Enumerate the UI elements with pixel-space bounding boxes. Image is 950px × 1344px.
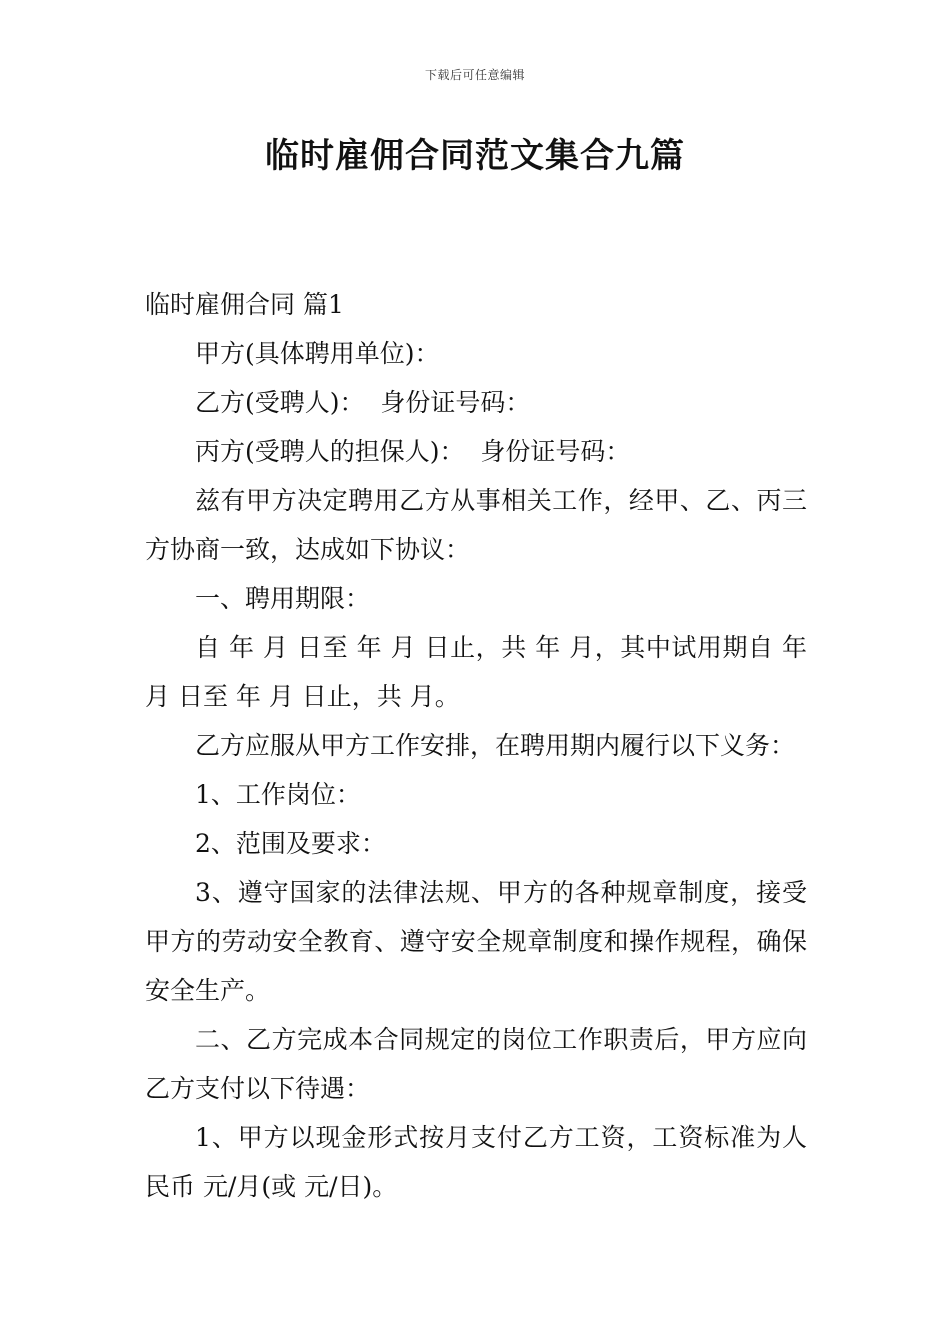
paragraph-party-b: 乙方(受聘人)： 身份证号码：	[195, 388, 531, 417]
section-heading: 临时雇佣合同 篇1	[145, 290, 344, 319]
document-title: 临时雇佣合同范文集合九篇	[265, 136, 685, 176]
paragraph-scope: 2、范围及要求：	[195, 829, 386, 858]
paragraph-term-heading: 一、聘用期限：	[195, 584, 371, 613]
paragraph-party-a: 甲方(具体聘用单位)：	[195, 339, 440, 368]
paragraph-party-c: 丙方(受聘人的担保人)： 身份证号码：	[195, 437, 631, 466]
paragraph-compliance: 3、遵守国家的法律法规、甲方的各种规章制度，接受甲方的劳动安全教育、遵守安全规章制度和操作规程，确保安全生产。	[145, 878, 807, 1005]
paragraph-compensation-intro: 二、乙方完成本合同规定的岗位工作职责后，甲方应向乙方支付以下待遇：	[145, 1025, 807, 1103]
paragraph-salary: 1、甲方以现金形式按月支付乙方工资，工资标准为人民币 元/月(或 元/日)。	[145, 1123, 807, 1201]
paragraph-job-position: 1、工作岗位：	[195, 780, 361, 809]
header-note: 下载后可任意编辑	[424, 68, 525, 82]
document-body	[145, 280, 807, 1211]
paragraph-term-dates: 自 年 月 日至 年 月 日止，共 年 月，其中试用期自 年 月 日至 年 月 日止，共 月。	[145, 633, 807, 711]
paragraph-agreement-intro: 兹有甲方决定聘用乙方从事相关工作，经甲、乙、丙三方协商一致，达成如下协议：	[145, 486, 807, 564]
paragraph-obligations-intro: 乙方应服从甲方工作安排，在聘用期内履行以下义务：	[195, 731, 796, 760]
